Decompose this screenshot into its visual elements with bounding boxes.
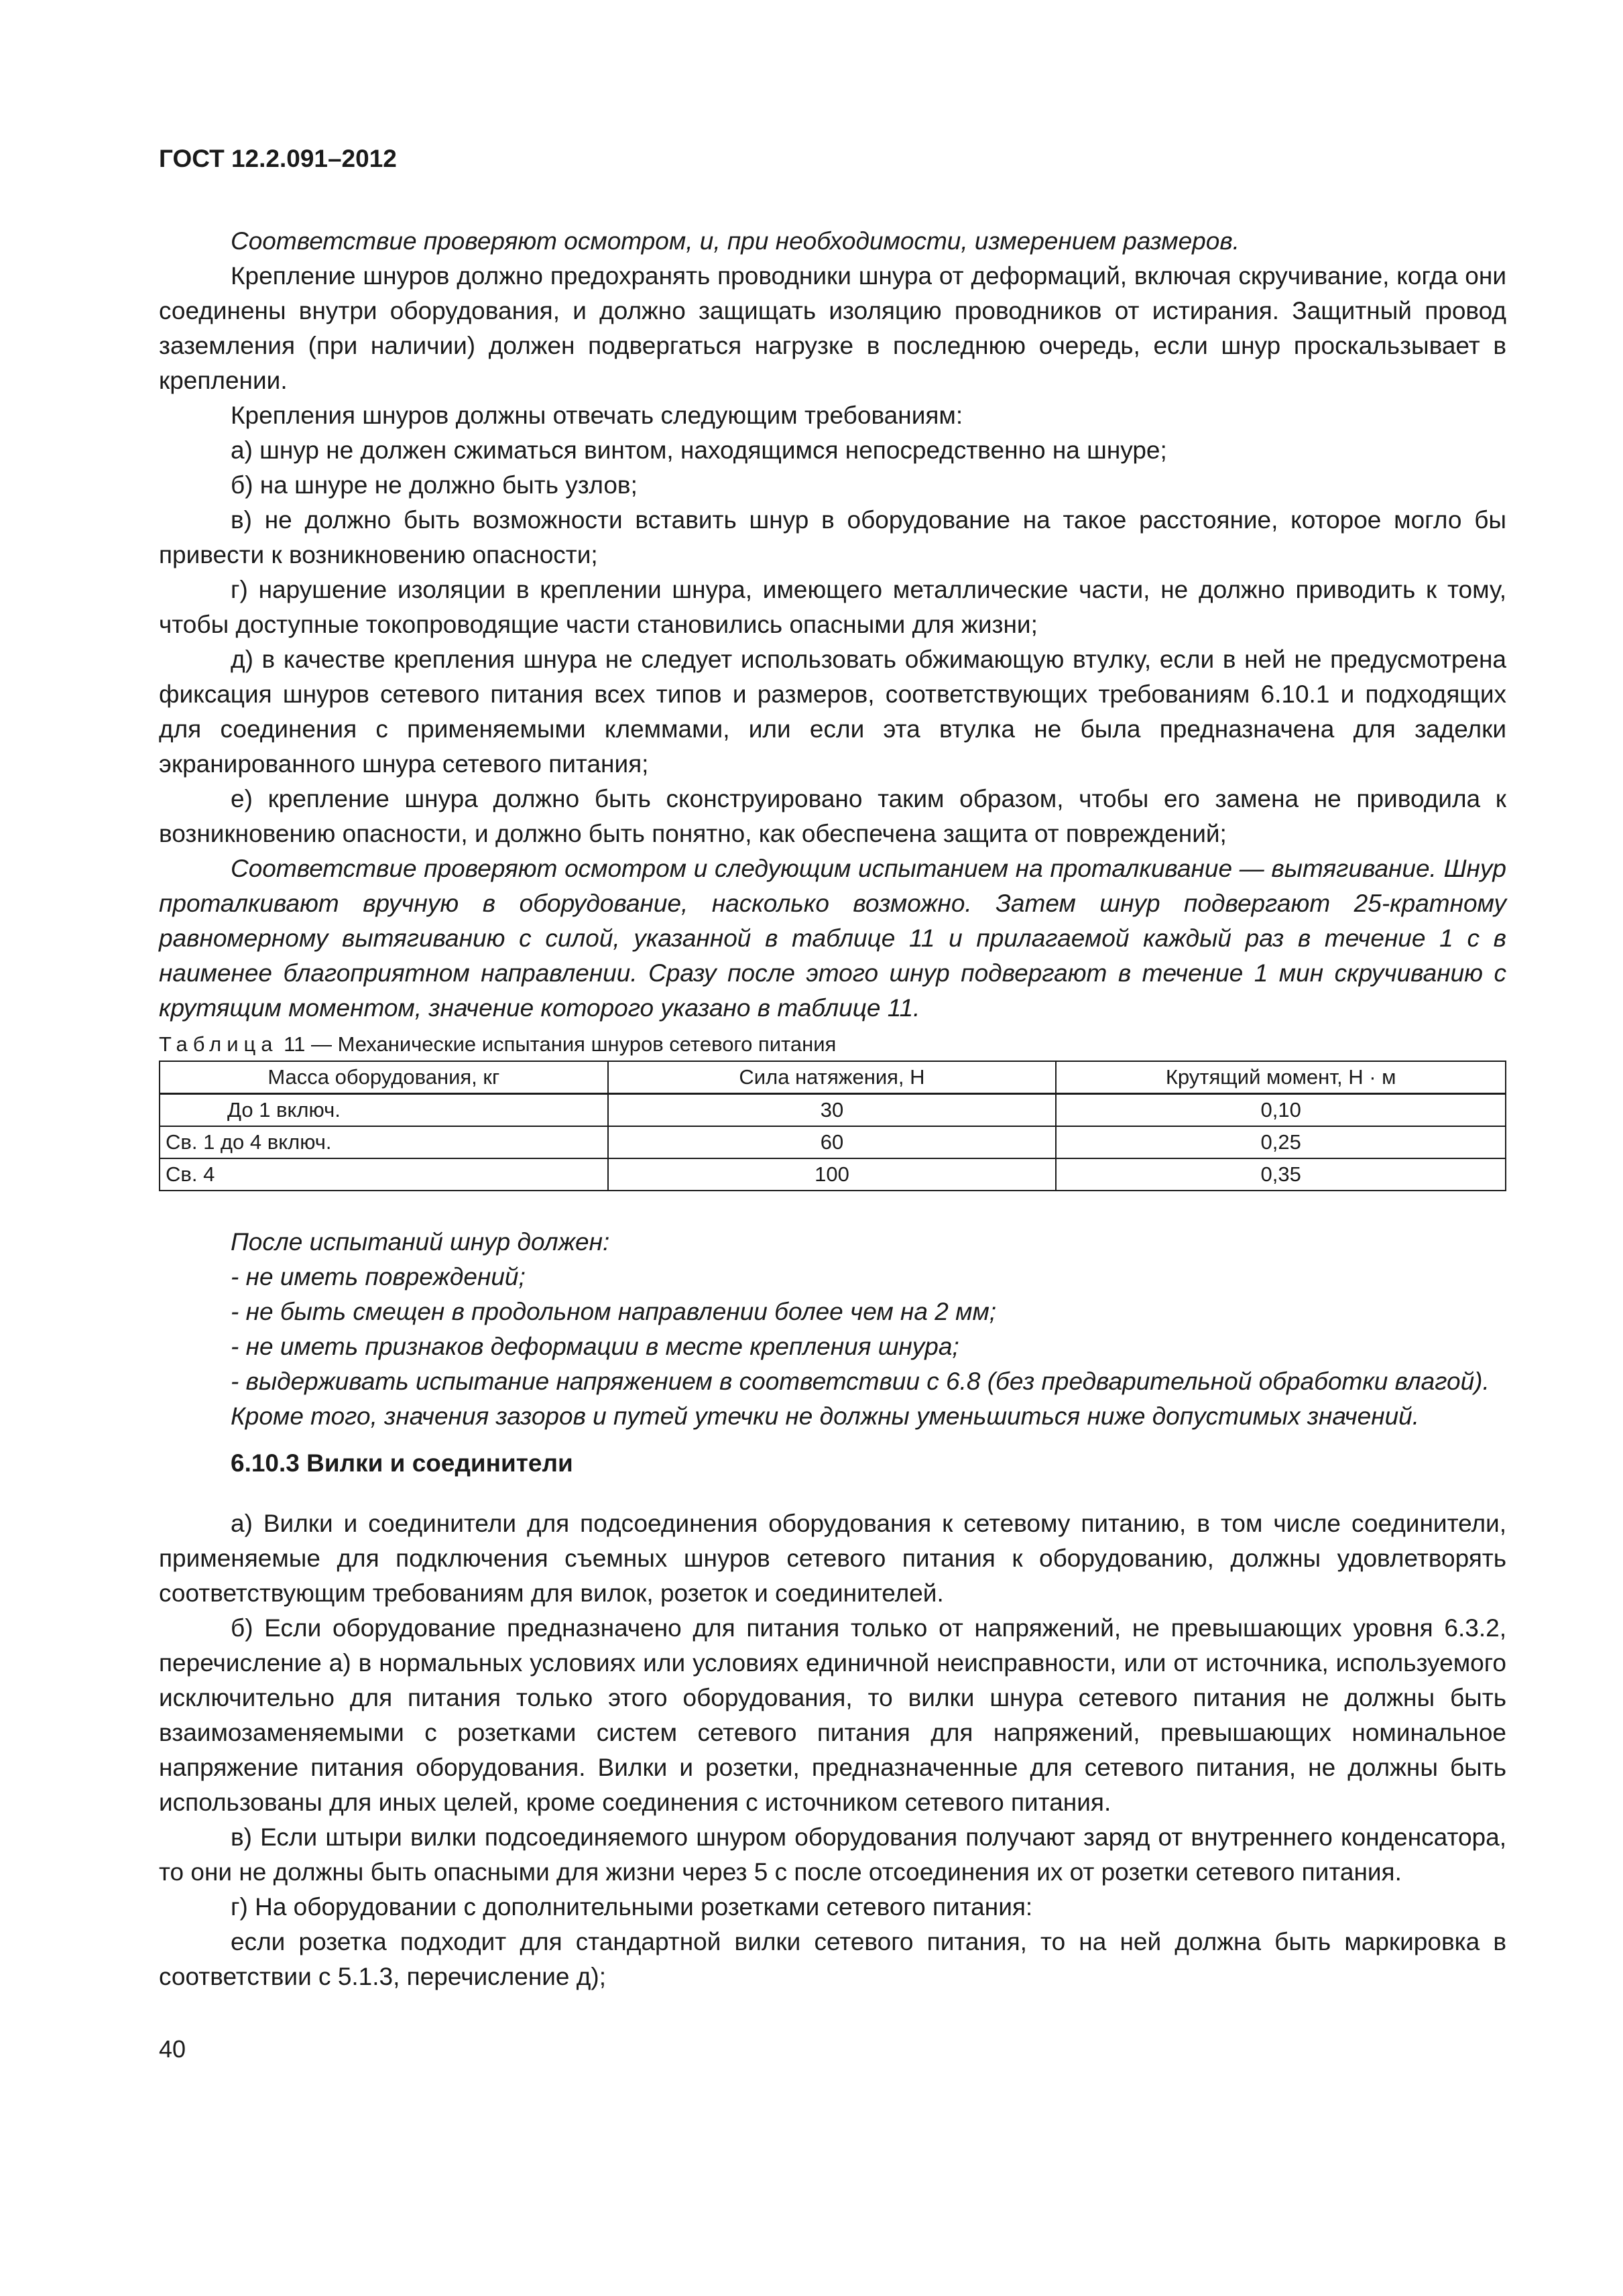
- list-item-d: д) в качестве крепления шнура не следует использовать обжимающую втулку, если в ней не предусмотрена фиксация шнуров сетевого питания всех типов и размеров, соответствующих требованиям 6.10.1 и подходящих для соединения с применяемыми клеммами, или если эта втулка не была предназначена для заделки экранированного шнура сетевого питания;: [159, 646, 1506, 778]
- table-cell-mass: Св. 4: [160, 1158, 608, 1191]
- document-code: ГОСТ 12.2.091–2012: [159, 145, 397, 172]
- section-heading: 6.10.3 Вилки и соединители: [231, 1449, 573, 1477]
- table-caption: [159, 1031, 1506, 1058]
- table-caption-word: Таблица: [159, 1032, 278, 1056]
- mechanical-tests-table: [159, 1061, 1506, 1191]
- list-item-g: г) нарушение изоляции в креплении шнура, имеющего металлические части, не должно приводить к тому, чтобы доступные токопроводящие части становились опасными для жизни;: [159, 576, 1506, 638]
- paragraph-clearances: Кроме того, значения зазоров и путей утечки не должны уменьшиться ниже допустимых значений.: [231, 1402, 1420, 1430]
- table-cell-force: 60: [608, 1126, 1057, 1158]
- list-item-no-damage: - не иметь повреждений;: [231, 1263, 526, 1290]
- section-item-g: г) На оборудовании с дополнительными розетками сетевого питания:: [231, 1893, 1033, 1921]
- list-item-a: а) шнур не должен сжиматься винтом, находящимся непосредственно на шнуре;: [231, 436, 1167, 464]
- list-item-voltage-test: - выдерживать испытание напряжением в соответствии с 6.8 (без предварительной обработки влагой).: [231, 1368, 1490, 1395]
- paragraph-requirements-intro: Крепления шнуров должны отвечать следующим требованиям:: [231, 402, 963, 429]
- document-page: [159, 144, 1506, 2064]
- paragraph-push-pull-test: Соответствие проверяют осмотром и следующим испытанием на проталкивание — вытягивание. Шнур проталкивают вручную в оборудование, насколько возможно. Затем шнур подвергают 25-кратному равномерному вытягиванию с силой, указанной в таблице 11 и прилагаемой каждый раз в течение 1 с в наименее благоприятном направлении. Сразу после этого шнур подвергают в течение 1 мин скручиванию с крутящим моментом, значение которого указано в таблице 11.: [159, 855, 1506, 1022]
- paragraph-after-test-intro: После испытаний шнур должен:: [231, 1228, 610, 1256]
- page-number: 40: [159, 2035, 186, 2063]
- table-caption-title: 11 — Механические испытания шнуров сетевого питания: [278, 1032, 837, 1056]
- table-cell-mass: До 1 включ.: [160, 1094, 608, 1127]
- section-item-v: в) Если штыри вилки подсоединяемого шнуром оборудования получают заряд от внутреннего конденсатора, то они не должны быть опасными для жизни через 5 с после отсоединения их от розетки сетевого питания.: [159, 1823, 1506, 1886]
- table-cell-force: 30: [608, 1094, 1057, 1127]
- table-cell-torque: 0,10: [1056, 1094, 1506, 1127]
- paragraph-compliance-check: Соответствие проверяют осмотром, и, при необходимости, измерением размеров.: [231, 227, 1240, 255]
- table-row: [160, 1158, 1506, 1191]
- table-cell-force: 100: [608, 1158, 1057, 1191]
- list-item-no-displacement: - не быть смещен в продольном направлении более чем на 2 мм;: [231, 1298, 997, 1325]
- list-item-no-deformation: - не иметь признаков деформации в месте крепления шнура;: [231, 1333, 959, 1360]
- table-row: [160, 1094, 1506, 1127]
- paragraph-cord-anchorage: Крепление шнуров должно предохранять проводники шнура от деформаций, включая скручивание, когда они соединены внутри оборудования, и должно защищать изоляцию проводников от истирания. Защитный провод заземления (при наличии) должен подвергаться нагрузке в последнюю очередь, если шнур проскальзывает в креплении.: [159, 262, 1506, 394]
- column-header-mass: Масса оборудования, кг: [160, 1061, 608, 1094]
- section-item-g-detail: если розетка подходит для стандартной вилки сетевого питания, то на ней должна быть маркировка в соответствии с 5.1.3, перечисление д);: [159, 1928, 1506, 1990]
- list-item-v: в) не должно быть возможности вставить шнур в оборудование на такое расстояние, которое могло бы привести к возникновению опасности;: [159, 506, 1506, 568]
- table-row: [160, 1126, 1506, 1158]
- section-item-b: б) Если оборудование предназначено для питания только от напряжений, не превышающих уровня 6.3.2, перечисление а) в нормальных условиях или условиях единичной неисправности, или от источника, используемого исключительно для питания только этого оборудования, то вилки шнура сетевого питания не должны быть взаимозаменяемыми с розетками систем сетевого питания для напряжений, превышающих номинальное напряжение питания оборудования. Вилки и розетки, предназначенные для сетевого питания, не должны быть использованы для иных целей, кроме соединения с источником сетевого питания.: [159, 1614, 1506, 1816]
- column-header-torque: Крутящий момент, Н · м: [1056, 1061, 1506, 1094]
- table-cell-torque: 0,25: [1056, 1126, 1506, 1158]
- list-item-b: б) на шнуре не должно быть узлов;: [231, 471, 638, 499]
- table-cell-torque: 0,35: [1056, 1158, 1506, 1191]
- column-header-pull-force: Сила натяжения, Н: [608, 1061, 1057, 1094]
- table-cell-mass: Св. 1 до 4 включ.: [160, 1126, 608, 1158]
- section-item-a: а) Вилки и соединители для подсоединения оборудования к сетевому питанию, в том числе соединители, применяемые для подключения съемных шнуров сетевого питания к оборудованию, должны удовлетворять соответствующим требованиям для вилок, розеток и соединителей.: [159, 1510, 1506, 1607]
- list-item-e: е) крепление шнура должно быть сконструировано таким образом, чтобы его замена не приводила к возникновению опасности, и должно быть понятно, как обеспечена защита от повреждений;: [159, 785, 1506, 847]
- table-header-row: [160, 1061, 1506, 1094]
